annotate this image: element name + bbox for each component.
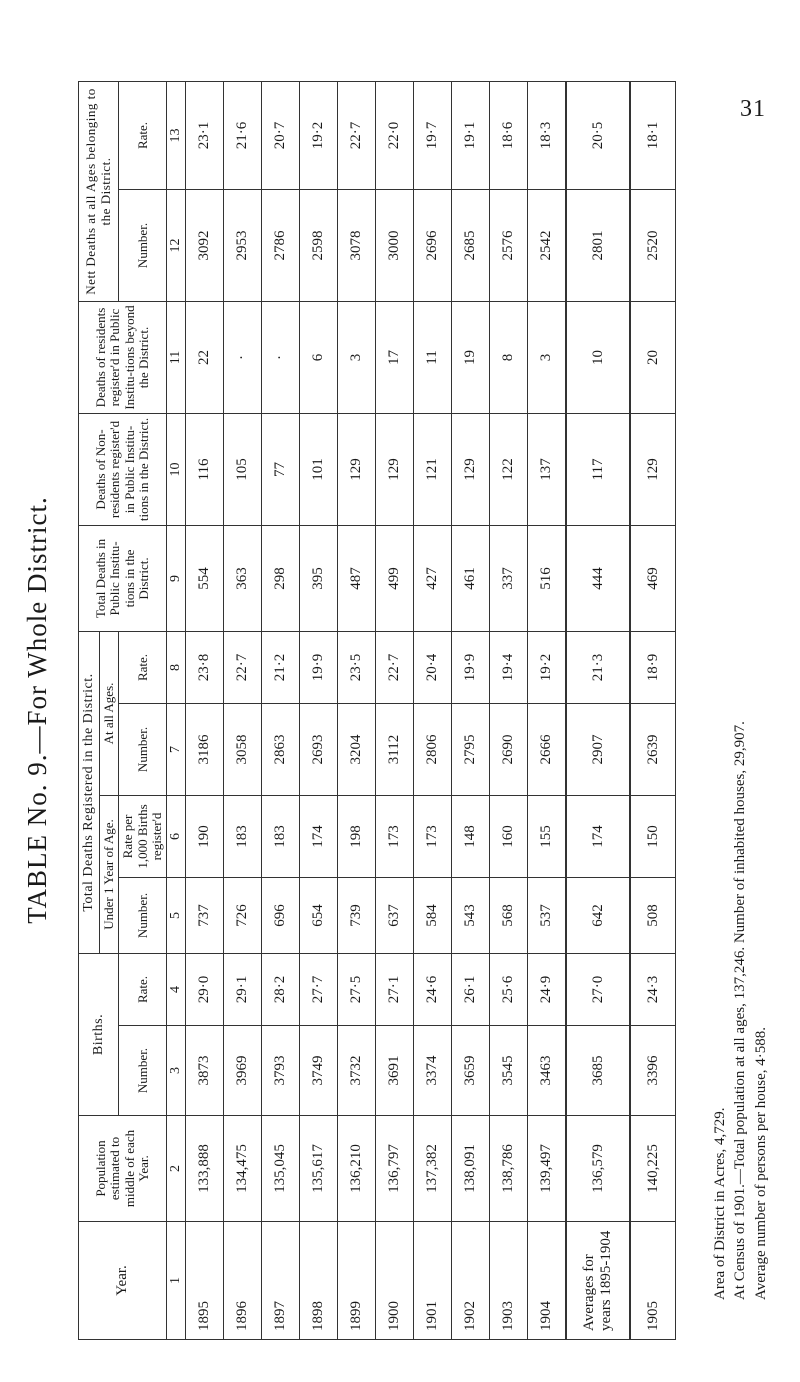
rotated-table-sheet <box>20 60 780 1360</box>
births-number-cell: 3685 <box>566 1026 630 1116</box>
column-number: 13 <box>167 81 186 189</box>
deaths-number-cell: 3204 <box>338 703 376 795</box>
header-nett-number: Number. <box>119 189 167 301</box>
table-row <box>376 81 414 1339</box>
header-births-number: Number. <box>119 1026 167 1116</box>
nett-rate-cell: 20·5 <box>566 81 630 189</box>
header-nonresidents: Deaths of Non-residents register'd in Public Institu-tions in the District. <box>79 413 167 525</box>
deaths-number-cell: 2639 <box>630 703 676 795</box>
under1-rate-cell: 173 <box>376 795 414 877</box>
nett-number-cell: 2542 <box>528 189 567 301</box>
under1-rate-cell: 155 <box>528 795 567 877</box>
deaths-rate-cell: 23·8 <box>186 631 224 703</box>
under1-rate-cell: 174 <box>566 795 630 877</box>
column-number: 5 <box>167 877 186 953</box>
residents-beyond-cell: · <box>224 301 262 413</box>
residents-beyond-cell: 3 <box>338 301 376 413</box>
deaths-number-cell: 2666 <box>528 703 567 795</box>
nett-rate-cell: 19·1 <box>452 81 490 189</box>
table-row <box>186 81 224 1339</box>
column-number: 10 <box>167 413 186 525</box>
institutions-cell: 461 <box>452 525 490 631</box>
births-rate-cell: 27·5 <box>338 953 376 1025</box>
table-row <box>262 81 300 1339</box>
residents-beyond-cell: 6 <box>300 301 338 413</box>
births-number-cell: 3396 <box>630 1026 676 1116</box>
header-under1-group: Under 1 Year of Age. <box>100 795 119 953</box>
nett-rate-cell: 22·7 <box>338 81 376 189</box>
under1-number-cell: 508 <box>630 877 676 953</box>
births-rate-cell: 28·2 <box>262 953 300 1025</box>
deaths-rate-cell: 19·2 <box>528 631 567 703</box>
header-year: Year. <box>79 1222 167 1340</box>
births-number-cell: 3691 <box>376 1026 414 1116</box>
births-number-cell: 3732 <box>338 1026 376 1116</box>
nonresidents-cell: 137 <box>528 413 567 525</box>
nett-number-cell: 2786 <box>262 189 300 301</box>
footnotes <box>710 120 771 1300</box>
year-cell: 1896 <box>224 1222 262 1340</box>
deaths-number-cell: 2795 <box>452 703 490 795</box>
institutions-cell: 469 <box>630 525 676 631</box>
table-row <box>528 81 567 1339</box>
births-number-cell: 3793 <box>262 1026 300 1116</box>
residents-beyond-cell: 17 <box>376 301 414 413</box>
nett-number-cell: 3078 <box>338 189 376 301</box>
births-rate-cell: 29·1 <box>224 953 262 1025</box>
header-under1-number: Number. <box>119 877 167 953</box>
under1-rate-cell: 160 <box>490 795 528 877</box>
nonresidents-cell: 129 <box>452 413 490 525</box>
year-cell: 1899 <box>338 1222 376 1340</box>
header-allages-rate: Rate. <box>119 631 167 703</box>
column-number: 3 <box>167 1026 186 1116</box>
under1-number-cell: 637 <box>376 877 414 953</box>
deaths-number-cell: 2690 <box>490 703 528 795</box>
births-number-cell: 3659 <box>452 1026 490 1116</box>
table-row <box>414 81 452 1339</box>
residents-beyond-cell: 20 <box>630 301 676 413</box>
year-cell: 1901 <box>414 1222 452 1340</box>
residents-beyond-cell: 11 <box>414 301 452 413</box>
residents-beyond-cell: 19 <box>452 301 490 413</box>
nonresidents-cell: 121 <box>414 413 452 525</box>
year-1905-row <box>630 81 676 1339</box>
nett-rate-cell: 19·7 <box>414 81 452 189</box>
nett-rate-cell: 23·1 <box>186 81 224 189</box>
page-number: 31 <box>740 96 766 122</box>
under1-number-cell: 584 <box>414 877 452 953</box>
residents-beyond-cell: · <box>262 301 300 413</box>
column-number: 9 <box>167 525 186 631</box>
nett-number-cell: 2520 <box>630 189 676 301</box>
deaths-rate-cell: 21·2 <box>262 631 300 703</box>
under1-rate-cell: 148 <box>452 795 490 877</box>
nonresidents-cell: 116 <box>186 413 224 525</box>
institutions-cell: 444 <box>566 525 630 631</box>
under1-number-cell: 537 <box>528 877 567 953</box>
births-number-cell: 3463 <box>528 1026 567 1116</box>
under1-rate-cell: 150 <box>630 795 676 877</box>
residents-beyond-cell: 22 <box>186 301 224 413</box>
nett-number-cell: 3092 <box>186 189 224 301</box>
deaths-rate-cell: 19·9 <box>452 631 490 703</box>
births-rate-cell: 24·6 <box>414 953 452 1025</box>
nonresidents-cell: 117 <box>566 413 630 525</box>
deaths-number-cell: 2806 <box>414 703 452 795</box>
header-total-institutions: Total Deaths in Public Institu-tions in the District. <box>79 525 167 631</box>
nett-number-cell: 2696 <box>414 189 452 301</box>
year-cell: 1903 <box>490 1222 528 1340</box>
year-cell: 1895 <box>186 1222 224 1340</box>
under1-rate-cell: 174 <box>300 795 338 877</box>
deaths-number-cell: 3186 <box>186 703 224 795</box>
under1-number-cell: 642 <box>566 877 630 953</box>
population-cell: 135,617 <box>300 1116 338 1222</box>
column-number-row <box>167 81 186 1339</box>
averages-label: Averages for years 1895-1904 <box>566 1222 630 1340</box>
header-allages-number: Number. <box>119 703 167 795</box>
population-cell: 137,382 <box>414 1116 452 1222</box>
under1-number-cell: 737 <box>186 877 224 953</box>
population-cell: 138,786 <box>490 1116 528 1222</box>
deaths-rate-cell: 23·5 <box>338 631 376 703</box>
footnote-area: Area of District in Acres, 4,729. <box>712 1107 728 1300</box>
nett-rate-cell: 18·1 <box>630 81 676 189</box>
nonresidents-cell: 129 <box>376 413 414 525</box>
deaths-rate-cell: 21·3 <box>566 631 630 703</box>
vital-statistics-table <box>78 81 676 1340</box>
header-under1-rate: Rate per 1,000 Births register'd <box>119 795 167 877</box>
table-row <box>452 81 490 1339</box>
averages-row <box>566 81 630 1339</box>
year-cell: 1904 <box>528 1222 567 1340</box>
footnote-persons-per-house: Average number of persons per house, 4·588. <box>752 1027 769 1300</box>
table-row <box>338 81 376 1339</box>
institutions-cell: 516 <box>528 525 567 631</box>
header-residents-beyond: Deaths of residents register'd in Public Institu-tions beyond the District. <box>79 301 167 413</box>
births-rate-cell: 26·1 <box>452 953 490 1025</box>
column-number: 4 <box>167 953 186 1025</box>
deaths-rate-cell: 19·9 <box>300 631 338 703</box>
column-number: 12 <box>167 189 186 301</box>
deaths-number-cell: 2907 <box>566 703 630 795</box>
births-rate-cell: 27·1 <box>376 953 414 1025</box>
population-cell: 136,579 <box>566 1116 630 1222</box>
nonresidents-cell: 129 <box>630 413 676 525</box>
residents-beyond-cell: 3 <box>528 301 567 413</box>
births-number-cell: 3545 <box>490 1026 528 1116</box>
deaths-number-cell: 2693 <box>300 703 338 795</box>
nonresidents-cell: 105 <box>224 413 262 525</box>
residents-beyond-cell: 8 <box>490 301 528 413</box>
births-number-cell: 3969 <box>224 1026 262 1116</box>
nett-rate-cell: 18·6 <box>490 81 528 189</box>
births-rate-cell: 27·0 <box>566 953 630 1025</box>
header-row-1 <box>79 81 100 1339</box>
nett-number-cell: 2953 <box>224 189 262 301</box>
nett-rate-cell: 20·7 <box>262 81 300 189</box>
column-number: 6 <box>167 795 186 877</box>
deaths-number-cell: 2863 <box>262 703 300 795</box>
table-title: TABLE No. 9.—For Whole District. <box>22 496 52 924</box>
deaths-number-cell: 3058 <box>224 703 262 795</box>
deaths-number-cell: 3112 <box>376 703 414 795</box>
institutions-cell: 363 <box>224 525 262 631</box>
institutions-cell: 395 <box>300 525 338 631</box>
nett-rate-cell: 18·3 <box>528 81 567 189</box>
column-number: 1 <box>167 1222 186 1340</box>
nett-rate-cell: 21·6 <box>224 81 262 189</box>
nett-rate-cell: 22·0 <box>376 81 414 189</box>
header-allages-group: At all Ages. <box>100 631 119 795</box>
footnote-census: At Census of 1901.—Total population at all ages, 137,246. Number of inhabited houses, 29,907. <box>732 721 749 1300</box>
births-rate-cell: 29·0 <box>186 953 224 1025</box>
under1-number-cell: 543 <box>452 877 490 953</box>
table-row <box>300 81 338 1339</box>
year-cell: 1898 <box>300 1222 338 1340</box>
institutions-cell: 337 <box>490 525 528 631</box>
under1-number-cell: 726 <box>224 877 262 953</box>
deaths-rate-cell: 18·9 <box>630 631 676 703</box>
population-cell: 136,210 <box>338 1116 376 1222</box>
births-number-cell: 3873 <box>186 1026 224 1116</box>
nett-rate-cell: 19·2 <box>300 81 338 189</box>
header-nett-group: Nett Deaths at all Ages belonging to the District. <box>79 81 119 301</box>
institutions-cell: 499 <box>376 525 414 631</box>
under1-rate-cell: 198 <box>338 795 376 877</box>
births-number-cell: 3749 <box>300 1026 338 1116</box>
population-cell: 135,045 <box>262 1116 300 1222</box>
population-cell: 133,888 <box>186 1116 224 1222</box>
nett-number-cell: 3000 <box>376 189 414 301</box>
year-cell: 1897 <box>262 1222 300 1340</box>
under1-number-cell: 654 <box>300 877 338 953</box>
under1-number-cell: 739 <box>338 877 376 953</box>
institutions-cell: 427 <box>414 525 452 631</box>
header-population: Population estimated to middle of each Year. <box>79 1116 167 1222</box>
institutions-cell: 298 <box>262 525 300 631</box>
table-body <box>186 81 676 1339</box>
header-births-rate: Rate. <box>119 953 167 1025</box>
nonresidents-cell: 122 <box>490 413 528 525</box>
column-number: 7 <box>167 703 186 795</box>
under1-rate-cell: 183 <box>224 795 262 877</box>
institutions-cell: 487 <box>338 525 376 631</box>
under1-rate-cell: 190 <box>186 795 224 877</box>
births-rate-cell: 25·6 <box>490 953 528 1025</box>
under1-number-cell: 568 <box>490 877 528 953</box>
deaths-rate-cell: 20·4 <box>414 631 452 703</box>
under1-number-cell: 696 <box>262 877 300 953</box>
column-number: 8 <box>167 631 186 703</box>
population-cell: 136,797 <box>376 1116 414 1222</box>
deaths-rate-cell: 22·7 <box>224 631 262 703</box>
column-number: 11 <box>167 301 186 413</box>
population-cell: 138,091 <box>452 1116 490 1222</box>
column-number: 2 <box>167 1116 186 1222</box>
nonresidents-cell: 77 <box>262 413 300 525</box>
year-cell: 1905 <box>630 1222 676 1340</box>
year-cell: 1900 <box>376 1222 414 1340</box>
births-rate-cell: 24·9 <box>528 953 567 1025</box>
residents-beyond-cell: 10 <box>566 301 630 413</box>
table-row <box>490 81 528 1339</box>
nett-number-cell: 2801 <box>566 189 630 301</box>
births-rate-cell: 27·7 <box>300 953 338 1025</box>
header-total-deaths-group: Total Deaths Registered in the District. <box>79 631 100 953</box>
births-number-cell: 3374 <box>414 1026 452 1116</box>
under1-rate-cell: 183 <box>262 795 300 877</box>
population-cell: 139,497 <box>528 1116 567 1222</box>
nett-number-cell: 2685 <box>452 189 490 301</box>
nett-number-cell: 2598 <box>300 189 338 301</box>
under1-rate-cell: 173 <box>414 795 452 877</box>
table-row <box>224 81 262 1339</box>
nett-number-cell: 2576 <box>490 189 528 301</box>
deaths-rate-cell: 19·4 <box>490 631 528 703</box>
births-rate-cell: 24·3 <box>630 953 676 1025</box>
year-cell: 1902 <box>452 1222 490 1340</box>
population-cell: 140,225 <box>630 1116 676 1222</box>
population-cell: 134,475 <box>224 1116 262 1222</box>
institutions-cell: 554 <box>186 525 224 631</box>
header-nett-rate: Rate. <box>119 81 167 189</box>
header-births-group: Births. <box>79 953 119 1115</box>
deaths-rate-cell: 22·7 <box>376 631 414 703</box>
nonresidents-cell: 129 <box>338 413 376 525</box>
nonresidents-cell: 101 <box>300 413 338 525</box>
